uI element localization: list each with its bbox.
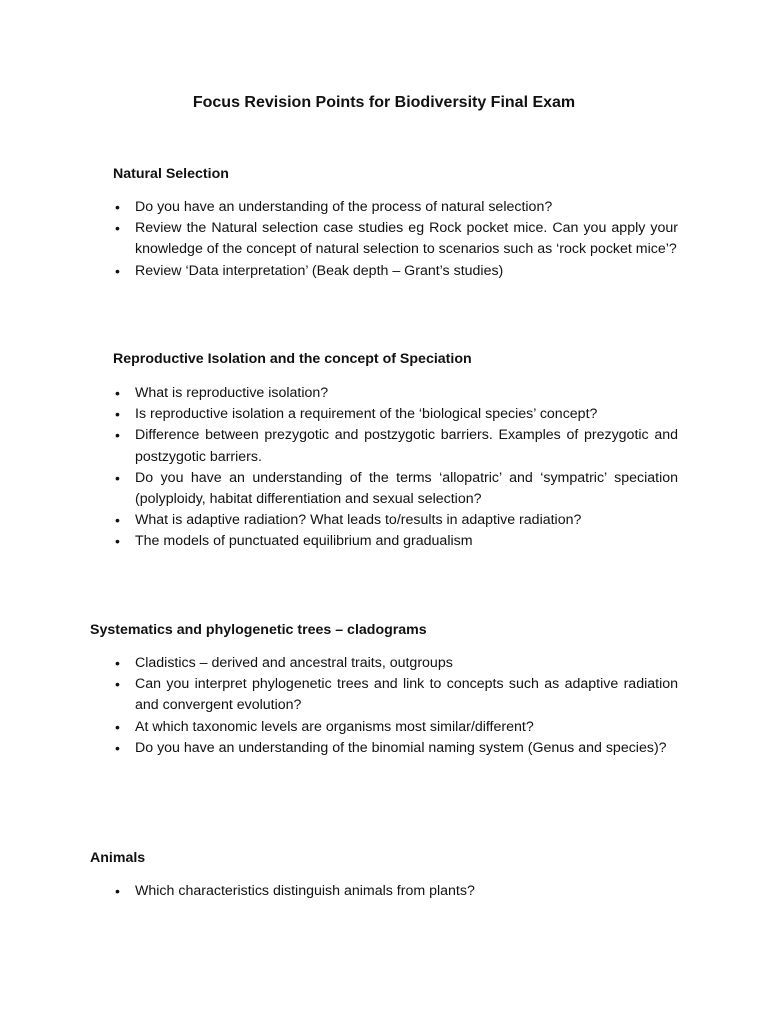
section-heading-reproductive-isolation: Reproductive Isolation and the concept of Speciation [113,351,472,367]
list-item-text: What is reproductive isolation? [135,385,329,401]
list-item [113,218,678,260]
bullet-icon: • [115,469,120,486]
bullet-icon: • [115,406,120,423]
list-item [113,653,678,674]
list-item [113,531,678,552]
list-item-text: At which taxonomic levels are organisms most similar/different? [135,718,534,735]
bullet-icon: • [115,220,120,237]
section-heading-natural-selection: Natural Selection [113,166,229,182]
list-item [113,197,678,218]
section-heading-animals: Animals [90,850,146,866]
list-item-text: Which characteristics distinguish animals from plants? [135,883,475,899]
list-item [113,261,678,282]
list-item [113,510,678,531]
list-item [113,717,678,738]
bullet-icon: • [115,199,120,215]
list-item-text: Can you interpret phylogenetic trees and link to concepts such as adaptive radiation and convergent evolution? [135,676,678,714]
list-item-text: Review ‘Data interpretation’ (Beak depth – Grant’s studies) [135,262,504,279]
list-item-text: Difference between prezygotic and postzygotic barriers. Examples of prezygotic and postzygotic barriers. [135,427,678,465]
list-item-text: Is reproductive isolation a requirement of the ‘biological species’ concept? [135,406,598,423]
list-item [113,468,678,510]
bullet-icon: • [115,262,120,279]
list-item-text: Do you have an understanding of the process of natural selection? [135,199,553,215]
bullet-icon: • [115,512,120,529]
list-item-text: Do you have an understanding of the terms ‘allopatric’ and ‘sympatric’ speciation (polyploidy, habitat differentiation and sexual selection? [135,469,678,508]
bullet-icon: • [115,427,120,444]
list-item [113,425,678,467]
list-item [113,738,678,759]
list-item-text: Do you have an understanding of the binomial naming system (Genus and species)? [135,739,667,756]
section-heading-systematics: Systematics and phylogenetic trees – cladograms [90,622,427,638]
list-item-text: Review the Natural selection case studies eg Rock pocket mice. Can you apply your knowledge of the concept of natural selection to scenarios such as ‘rock pocket mice’? [135,220,678,258]
bullet-icon: • [115,676,120,693]
bullet-icon: • [115,385,120,401]
document-title: Focus Revision Points for Biodiversity Final Exam [192,94,576,111]
list-item [113,383,678,404]
list-item [113,404,678,425]
bullet-icon: • [115,655,120,671]
bullet-icon: • [115,739,120,756]
list-item-text: What is adaptive radiation? What leads to/results in adaptive radiation? [135,512,582,529]
bullet-icon: • [115,883,120,899]
list-item-text: Cladistics – derived and ancestral traits, outgroups [135,655,453,671]
list-item-text: The models of punctuated equilibrium and gradualism [135,533,473,550]
bullet-list-systematics [113,653,678,759]
bullet-list-natural-selection [113,197,678,282]
bullet-icon: • [115,718,120,735]
bullet-list-reproductive-isolation [113,383,678,553]
bullet-list-animals [113,881,678,902]
list-item [113,881,678,902]
list-item [113,674,678,716]
bullet-icon: • [115,533,120,550]
